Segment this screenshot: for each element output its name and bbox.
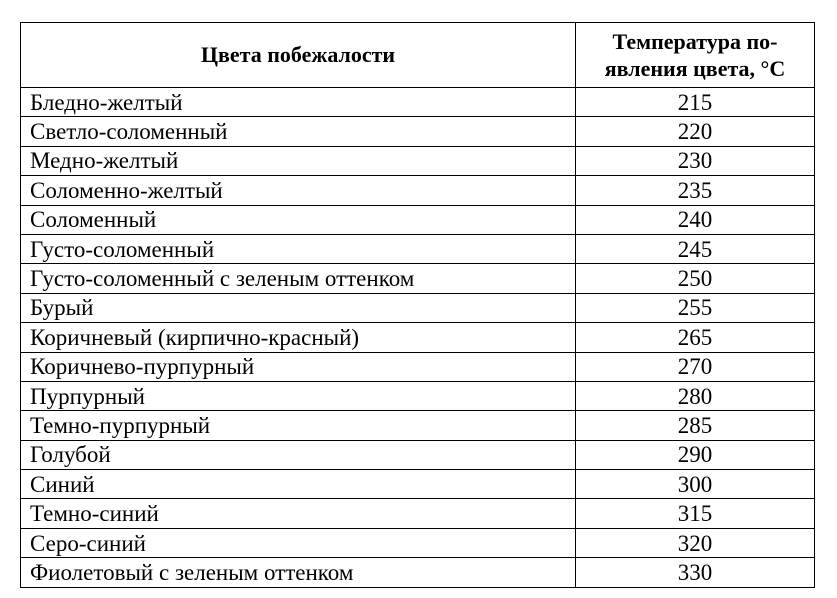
header-row: [21, 23, 815, 88]
table-row: [21, 88, 815, 117]
table-row: [21, 323, 815, 352]
color-name-cell: Коричнево-пурпурный: [21, 352, 576, 381]
table-row: [21, 411, 815, 440]
table-row: [21, 440, 815, 469]
table-row: [21, 352, 815, 381]
table-row: [21, 558, 815, 587]
temperature-cell: 245: [576, 234, 815, 263]
table-row: [21, 293, 815, 322]
temperature-cell: 220: [576, 117, 815, 146]
temperature-cell: 235: [576, 176, 815, 205]
color-name-cell: Медно-желтый: [21, 146, 576, 175]
header-temperature-line1: Температура по-: [612, 28, 778, 54]
temperature-cell: 315: [576, 499, 815, 528]
table-row: [21, 499, 815, 528]
color-name-cell: Бурый: [21, 293, 576, 322]
temperature-cell: 280: [576, 381, 815, 410]
header-temperature: [576, 23, 815, 88]
color-name-cell: Темно-пурпурный: [21, 411, 576, 440]
table-row: [21, 176, 815, 205]
color-name-cell: Светло-соломенный: [21, 117, 576, 146]
color-name-cell: Голубой: [21, 440, 576, 469]
temperature-cell: 255: [576, 293, 815, 322]
color-name-cell: Бледно-желтый: [21, 88, 576, 117]
temperature-cell: 240: [576, 205, 815, 234]
table-row: [21, 205, 815, 234]
color-name-cell: Серо-синий: [21, 528, 576, 557]
temperature-cell: 320: [576, 528, 815, 557]
table-row: [21, 528, 815, 557]
color-name-cell: Темно-синий: [21, 499, 576, 528]
temperature-cell: 285: [576, 411, 815, 440]
temperature-cell: 215: [576, 88, 815, 117]
temperature-cell: 330: [576, 558, 815, 587]
temperature-cell: 300: [576, 470, 815, 499]
table-row: [21, 264, 815, 293]
color-name-cell: Густо-соломенный: [21, 234, 576, 263]
table-row: [21, 470, 815, 499]
table-row: [21, 117, 815, 146]
table-row: [21, 234, 815, 263]
temperature-cell: 230: [576, 146, 815, 175]
color-name-cell: Коричневый (кирпично-красный): [21, 323, 576, 352]
color-name-cell: Синий: [21, 470, 576, 499]
color-name-cell: Пурпурный: [21, 381, 576, 410]
color-name-cell: Соломенный: [21, 205, 576, 234]
color-name-cell: Соломенно-желтый: [21, 176, 576, 205]
header-color-name: Цвета побежалости: [21, 23, 576, 88]
header-temperature-line2: явления цвета, °С: [604, 56, 786, 81]
temperature-cell: 290: [576, 440, 815, 469]
table-body: [21, 88, 815, 588]
temperature-cell: 250: [576, 264, 815, 293]
temperature-cell: 270: [576, 352, 815, 381]
color-name-cell: Фиолетовый с зеленым оттенком: [21, 558, 576, 587]
color-name-cell: Густо-соломенный с зеленым оттенком: [21, 264, 576, 293]
table-row: [21, 381, 815, 410]
table-row: [21, 146, 815, 175]
temper-colors-table: [20, 22, 815, 588]
temperature-cell: 265: [576, 323, 815, 352]
